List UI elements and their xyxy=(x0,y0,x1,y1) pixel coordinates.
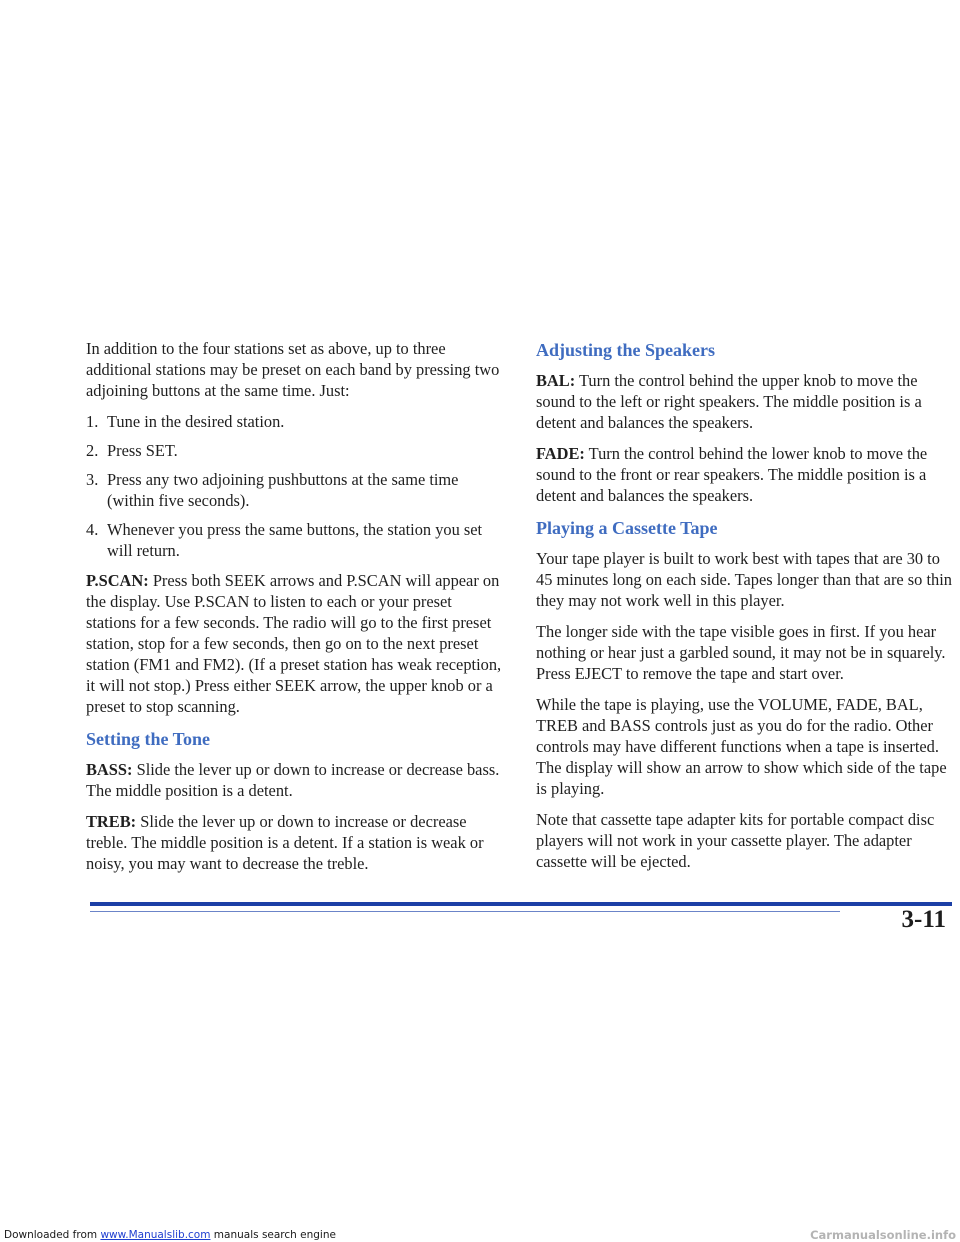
fade-paragraph xyxy=(536,443,952,506)
treb-term: TREB: xyxy=(86,812,137,831)
step-text: Press any two adjoining pushbuttons at the same time (within five seconds). xyxy=(107,470,459,510)
list-item xyxy=(86,469,506,511)
preset-steps-list xyxy=(86,411,506,561)
footer-prefix: Downloaded from xyxy=(4,1229,98,1241)
bass-text: Slide the lever up or down to increase or decrease bass. The middle position is a detent. xyxy=(86,760,500,800)
footer-rule-thick xyxy=(90,902,952,906)
step-number: 3. xyxy=(86,470,99,489)
treb-text: Slide the lever up or down to increase or decrease treble. The middle position is a detent. If a station is weak or noisy, you may want to decrease the treble. xyxy=(86,812,484,873)
intro-paragraph: In addition to the four stations set as above, up to three additional stations may be preset on each band by pressing two adjoining buttons at the same time. Just: xyxy=(86,339,500,400)
setting-tone-heading: Setting the Tone xyxy=(86,729,211,749)
cassette-heading: Playing a Cassette Tape xyxy=(536,518,718,538)
list-item xyxy=(86,519,506,561)
pscan-term: P.SCAN: xyxy=(86,571,149,590)
page-number: 3-11 xyxy=(901,906,946,933)
adjusting-speakers-heading: Adjusting the Speakers xyxy=(536,340,716,360)
step-text: Press SET. xyxy=(107,441,178,460)
cassette-paragraph: Your tape player is built to work best with tapes that are 30 to 45 minutes long on each side. Tapes longer than that are so thin they may not work well in this player. xyxy=(536,549,952,610)
step-text: Whenever you press the same buttons, the station you set will return. xyxy=(107,520,483,560)
cassette-paragraph: The longer side with the tape visible goes in first. If you hear nothing or hear just a garbled sound, it may not be in squarely. Press EJECT to remove the tape and start over. xyxy=(536,622,946,683)
footer-suffix: manuals search engine xyxy=(210,1229,336,1241)
pscan-text: Press both SEEK arrows and P.SCAN will appear on the display. Use P.SCAN to listen to each or your preset stations for a few seconds. The radio will go to the first preset station, stop for a few seconds, then go on to the next preset station (FM1 and FM2). (If a preset station has weak reception, it will not stop.) Press either SEEK arrow, the upper knob or a preset to stop scanning. xyxy=(86,571,502,716)
fade-term: FADE: xyxy=(536,444,585,463)
bal-paragraph xyxy=(536,370,952,433)
bal-term: BAL: xyxy=(536,371,576,390)
download-footer xyxy=(4,1229,336,1241)
bass-term: BASS: xyxy=(86,760,133,779)
cassette-paragraph: While the tape is playing, use the VOLUME, FADE, BAL, TREB and BASS controls just as you do for the radio. Other controls may have different functions when a tape is inserted. The display will show an arrow to show which side of the tape is playing. xyxy=(536,695,947,798)
footer-rule-thin xyxy=(90,911,840,912)
bass-paragraph xyxy=(86,759,506,801)
cassette-paragraph: Note that cassette tape adapter kits for portable compact disc players will not work in your cassette player. The adapter cassette will be ejected. xyxy=(536,810,935,871)
fade-text: Turn the control behind the lower knob to move the sound to the front or rear speakers. The middle position is a detent and balances the speakers. xyxy=(536,444,928,505)
treb-paragraph xyxy=(86,811,506,874)
right-column xyxy=(536,338,952,882)
left-column xyxy=(86,338,506,884)
bal-text: Turn the control behind the upper knob to move the sound to the left or right speakers. The middle position is a detent and balances the speakers. xyxy=(536,371,922,432)
pscan-paragraph xyxy=(86,570,506,717)
step-number: 2. xyxy=(86,441,99,460)
watermark: Carmanualsonline.info xyxy=(810,1228,956,1242)
step-number: 4. xyxy=(86,520,99,539)
list-item xyxy=(86,440,506,461)
manualslib-link[interactable]: www.Manualslib.com xyxy=(100,1229,211,1241)
step-text: Tune in the desired station. xyxy=(107,412,285,431)
list-item xyxy=(86,411,506,432)
step-number: 1. xyxy=(86,412,99,431)
